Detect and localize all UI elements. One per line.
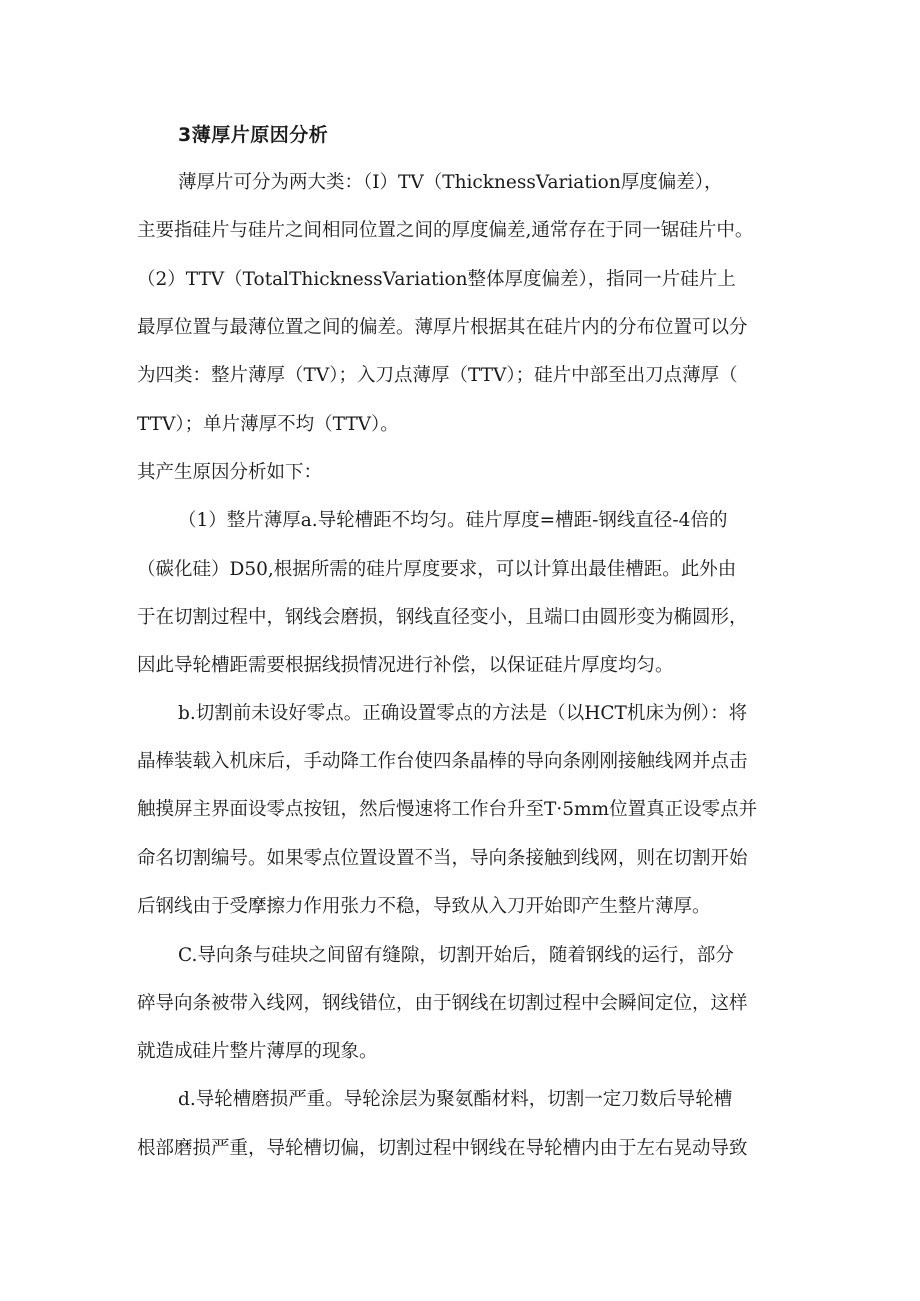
text-line: （碳化硅）D50,根据所需的硅片厚度要求，可以计算出最佳槽距。此外由 [137, 559, 737, 580]
text-line: 碎导向条被带入线网，钢线错位，由于钢线在切割过程中会瞬间定位，这样 [137, 993, 748, 1014]
text-line: 晶棒装载入机床后，手动降工作台使四条晶棒的导向条刚刚接触线网并点击 [137, 751, 748, 772]
text-line: C.导向条与硅块之间留有缝隙，切割开始后，随着钢线的运行，部分 [178, 945, 734, 966]
text-line: 主要指硅片与硅片之间相同位置之间的厚度偏差,通常存在于同一锯硅片中。 [137, 220, 754, 241]
text-line: 最厚位置与最薄位置之间的偏差。薄厚片根据其在硅片内的分布位置可以分 [137, 317, 748, 338]
text-line: 触摸屏主界面设零点按钮，然后慢速将工作台升至T·5mm位置真正设零点并 [137, 799, 758, 820]
section-heading: 3薄厚片原因分析 [178, 124, 329, 146]
text-line: 薄厚片可分为两大类：（I）TV（ThicknessVariation厚度偏差）， [178, 172, 723, 193]
text-line: d.导轮槽磨损严重。导轮涂层为聚氨酯材料，切割一定刀数后导轮槽 [178, 1089, 733, 1110]
text-line: b.切割前未设好零点。正确设置零点的方法是（以HCT机床为例）：将 [178, 703, 748, 724]
text-line: 根部磨损严重，导轮槽切偏，切割过程中钢线在导轮槽内由于左右晃动导致 [137, 1138, 748, 1159]
text-line: （2）TTV（TotalThicknessVariation整体厚度偏差），指同一片硅片上 [137, 269, 736, 290]
text-line: 为四类：整片薄厚（TV）；入刀点薄厚（TTV）；硅片中部至出刀点薄厚（ [137, 365, 738, 386]
text-line: 后钢线由于受摩擦力作用张力不稳，导致从入刀开始即产生整片薄厚。 [137, 896, 711, 917]
text-line: 其产生原因分析如下： [137, 462, 323, 483]
text-line: TTV）；单片薄厚不均（TTV）。 [137, 414, 399, 435]
text-line: 就造成硅片整片薄厚的现象。 [137, 1041, 378, 1062]
text-line: 于在切割过程中，钢线会磨损，钢线直径变小，且端口由圆形变为椭圆形， [137, 607, 748, 628]
text-line: （1）整片薄厚a.导轮槽距不均匀。硅片厚度=槽距-钢线直径-4倍的 [178, 510, 728, 531]
text-line: 命名切割编号。如果零点位置设置不当，导向条接触到线网，则在切割开始 [137, 848, 748, 869]
text-line: 因此导轮槽距需要根据线损情况进行补偿，以保证硅片厚度均匀。 [137, 655, 674, 676]
